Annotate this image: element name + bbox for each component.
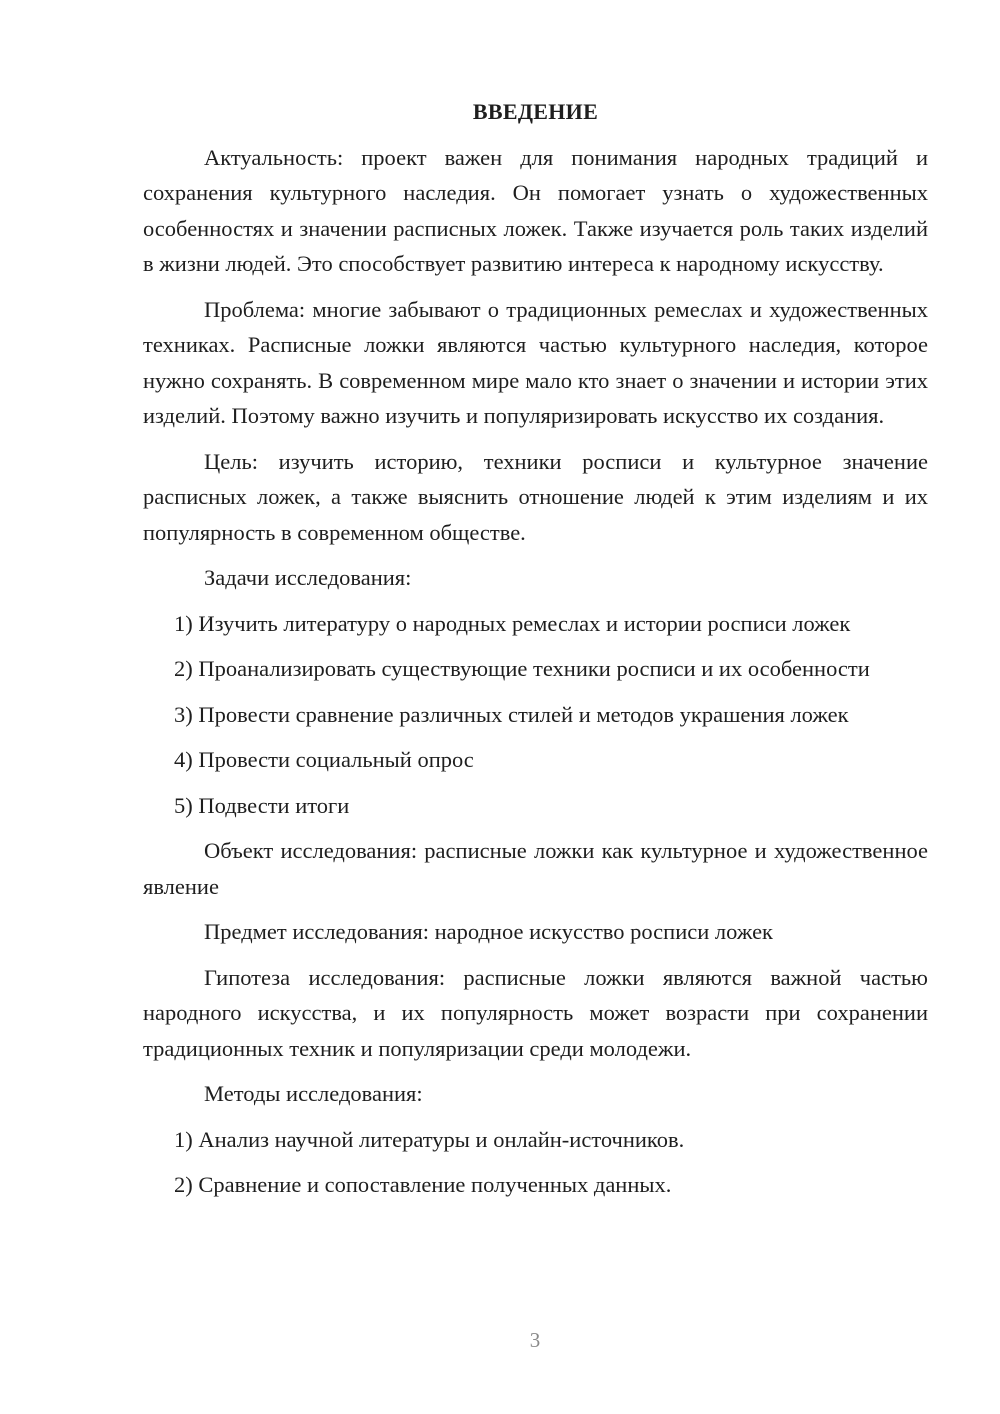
- methods-heading: Методы исследования:: [204, 1081, 423, 1106]
- problem-paragraph: Проблема: многие забывают о традиционных ремеслах и художественных техниках. Расписные ложки являются частью культурного наследия, которое нужно сохранять. В современном мире мало кто знает о значении и истории этих изделий. Поэтому важно изучить и популяризировать искусство их создания.: [143, 296, 928, 428]
- method-item: 2) Сравнение и сопоставление полученных данных.: [174, 1172, 672, 1197]
- page-number: 3: [529, 1328, 541, 1352]
- goal-paragraph: Цель: изучить историю, техники росписи и культурное значение расписных ложек, а также выяснить отношение людей к этим изделиям и их популярность в современном обществе.: [143, 448, 928, 545]
- method-item: 1) Анализ научной литературы и онлайн-источников.: [174, 1126, 685, 1152]
- tasks-heading: Задачи исследования:: [204, 565, 412, 590]
- page-title: ВВЕДЕНИЕ: [472, 99, 599, 124]
- task-item: 2) Проанализировать существующие техники росписи и их особенности: [174, 656, 870, 681]
- object-paragraph: Объект исследования: расписные ложки как культурное и художественное явление: [143, 838, 928, 899]
- relevance-paragraph: Актуальность: проект важен для понимания народных традиций и сохранения культурного наследия. Он помогает узнать о художественных особенностях и значении расписных ложек. Также изучается роль таких изделий в жизни людей. Это способствует развитию интереса к народному искусству.: [143, 144, 928, 276]
- subject-paragraph: Предмет исследования: народное искусство росписи ложек: [204, 919, 773, 944]
- task-item: 4) Провести социальный опрос: [174, 747, 474, 772]
- task-item: 5) Подвести итоги: [174, 792, 350, 818]
- hypothesis-paragraph: Гипотеза исследования: расписные ложки являются важной частью народного искусства, и их популярность может возрасти при сохранении традиционных техник и популяризации среди молодежи.: [143, 964, 928, 1061]
- task-item: 3) Провести сравнение различных стилей и методов украшения ложек: [174, 701, 849, 727]
- document-page: [143, 94, 928, 1213]
- task-item: 1) Изучить литературу о народных ремеслах и истории росписи ложек: [174, 610, 851, 636]
